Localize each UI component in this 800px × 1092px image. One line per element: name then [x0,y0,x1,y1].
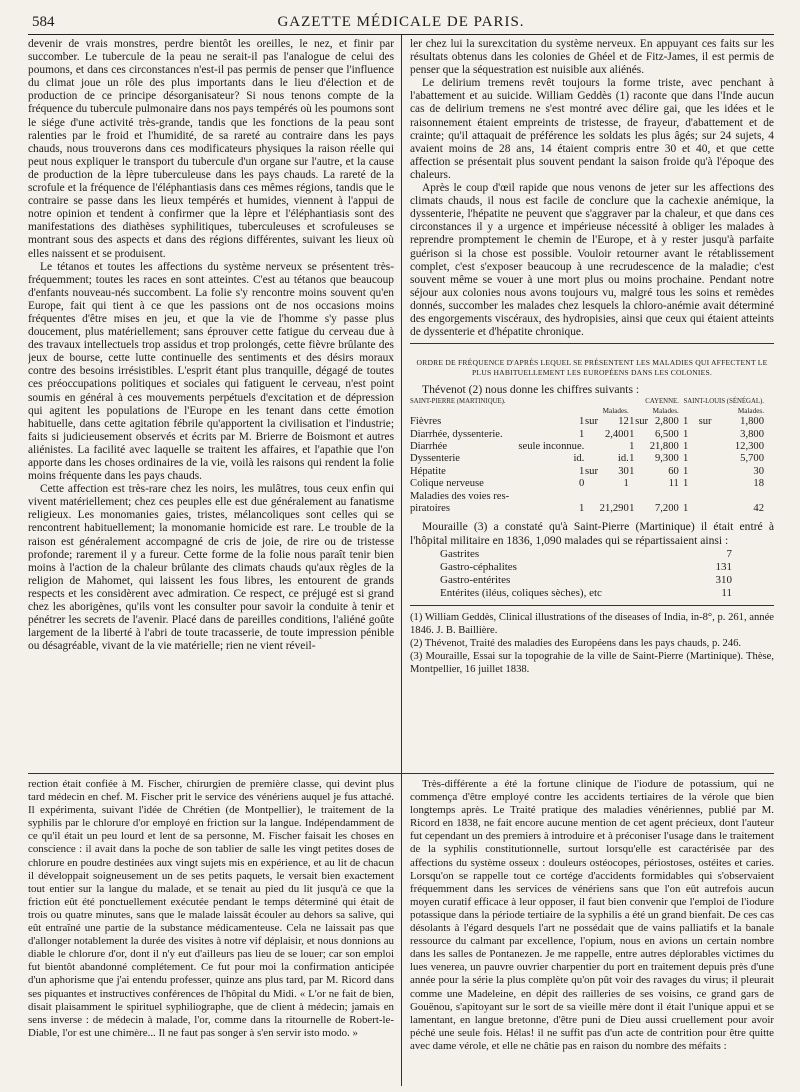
table-cell: 60 [668,465,679,477]
table-cell: 9,300 [654,453,679,465]
table-cell [688,491,711,503]
lower-section [28,774,774,1086]
table-cell: 1 [579,465,585,477]
table-cell: 12 [618,416,629,428]
table-cell: 1,800 [740,416,764,428]
paragraph: devenir de vrais monstres, perdre bientôt les oreilles, le nez, et finir par succomber. Le tubercule de la peau ne serait-il pas l'analogue de celui des poumons, et dans ces circonstances n'est-il pas permis de penser que l'influence du climat joue un rôle des plus importants dans le lieu d'élection et de production de ce principe désorganisateur? Si nous tenons compte de la fréquence du tubercule pulmonaire dans nos pays tempérés où les poumons sont le siége d'une activité très-grande, tandis que les fonctions de la peau sont ralenties par le froid et l'humidité, de sa rareté au contraire dans les pays chauds, nous trouverons dans ces modificateurs physiques la raison réelle qui peut nous expliquer le transport du tubercule d'un organe sur l'autre, et la cause de production de la lèpre tuberculeuse dans les pays chauds. La rareté de la scrofule et la fréquence de l'éléphantiasis dans ces mêmes régions, tandis que le contraire se passe dans les lieux tempérés et humides, viennent à l'appui de notre opinion et tendent à confirmer que la lèpre et l'éléphantiasis sont des manifestations des diathèses syphilitiques, tuberculeuses et scrofuleuses se montrant sous des aspects et dans des régions différentes, suivant les lieux où elles naissent et se produisent. [28,38,394,260]
table-cell: 7,200 [654,503,679,514]
list-item [440,574,732,587]
gastro-table [440,548,732,600]
table-cell: 1 [683,416,689,428]
column-divider [401,35,402,773]
gastro-label: Gastrites [440,548,480,561]
table-cell [688,453,711,465]
disease-name: Diarrhée, dyssenterie. [410,428,503,440]
table-cell [688,466,711,478]
table-cell: 1 [683,453,689,465]
paragraph: Le tétanos et toutes les affections du système nerveux se présentent très-fréquemment; toutes les races en sont atteintes. C'est au tétanos que beaucoup d'enfants nouveau-nés succombent. La folie s'y rencontre moins souvent qu'en Europe, fait qui tient à ce que les passions ont de nos occasions moins fréquentes d'être mises en jeu, et que la vie de l'homme s'y passe plus doucement, plus matériellement; sans éprouver cette fatigue du cerveau due à des travaux intellectuels trop assidus et trop prolongés, cette fièvre brûlante des jeux de bourse, cette lutte continuelle des sentiments et des désirs moraux contre des besoins irrésistibles. L'esprit étant plus tranquille, dégagé de toutes ces préoccupations politiques et sociales qui fatiguent le cerveau, n'est point soumis en général à ces mouvements perpétuels d'excitation et de dépression qui agitent les populations de l'Europe en les tenant dans cette émotion habituelle, dans cette agitation fébrile qu'apportent la civilisation et l'industrie; faits si judicieusement observés et écrits par M. Brierre de Boismont et autres aliénistes. La facilité avec laquelle se traitent les affaires, et l'apathie que l'on apporte dans les choses ordinaires de la vie, voilà les raisons qui rendent la folie moins fréquente dans les pays chauds. [28,260,394,483]
table-cell [598,491,629,503]
table-cell: 1 [579,416,585,428]
table-cell: 2,400 [604,428,629,440]
table-cell: 1 [629,503,635,514]
table-cell: 3,800 [740,428,764,440]
table-row [410,453,764,465]
table-cell: 1 [629,453,635,465]
table-row [410,478,764,490]
table-cell: 30 [753,465,764,477]
section-rule [410,343,774,344]
table-cell [584,478,598,490]
table-intro: Thévenot (2) nous donne les chiffres suivants : [422,383,640,397]
table-subheader: Malades. [737,407,764,416]
table-cell: 1 [683,503,689,514]
table-cell: 1 [629,416,635,428]
table-cell [712,491,764,503]
table-cell [679,491,689,503]
table-row [410,491,764,503]
disease-frequency-table [410,397,764,515]
table-cell: 18 [753,478,764,490]
table-cell: 1 [683,440,689,452]
disease-name: Fièvres [410,416,442,428]
table-cell [648,491,679,503]
gastro-label: Entérites (iléus, coliques sèches), etc [440,587,602,600]
table-cell: 6,500 [654,428,679,440]
table-cell [598,441,629,453]
table-cell: 21,800 [649,440,679,452]
table-row [410,429,764,441]
disease-name: Hépatite [410,465,446,477]
table-cell [584,453,598,465]
table-cell [584,441,598,453]
table-col-header: SAINT-LOUIS (SÉNÉGAL). [683,398,764,406]
column-divider [401,774,402,1086]
table-cell: 21,290 [599,503,629,514]
table-cell: id. [617,453,629,465]
table-cell [634,503,648,515]
disease-name: Diarrhée [410,440,448,452]
upper-left-column [28,38,394,773]
lower-right-column [410,778,774,1086]
table-cell: sur [635,416,649,428]
mouraille-paragraph: Mouraille (3) a constaté qu'à Saint-Pierre (Martinique) il était entré à l'hôpital militaire en 1836, 1,090 malades qui se répartissaient ainsi : [410,520,774,548]
upper-section [28,35,774,774]
gastro-label: Gastro-entérites [440,574,511,587]
table-cell [688,429,711,441]
journal-title: GAZETTE MÉDICALE DE PARIS. [277,14,525,30]
footnote: (2) Thévenot, Traité des maladies des Européens dans les pays chauds, p. 246. [410,638,742,650]
table-cell: 1 [629,428,635,440]
table-cell: 11 [668,478,679,490]
table-cell: 0 [579,478,585,490]
table-cell: 1 [579,428,585,440]
paragraph: Cette affection est très-rare chez les noirs, les mulâtres, tous ceux enfin qui vivent matériellement; chez ces peuples elle est due généralement au fanatisme religieux. Les monomanies gaies, tristes, mélancoliques sont celles qui se rencontrent habituellement; la monomanie homicide est rare. Le trouble de la raison est généralement accompagné de cris de joie, de rire ou de tristesse profonde; rarement il y a fureur. Cette forme de la folie nous paraît tenir bien moins à l'action de la chaleur brûlante des climats chauds qu'aux règles de la religion de Mahomet, qui laissent les fous libres, les entourent de grands respects et les considèrent avec admiration. Ce respect, ce préjugé est si grand chez les aborigènes, qu'ils vont les consulter pour savoir la conduite à tenir et pénétrer les secrets de l'avenir. Placé dans de pareilles conditions, l'aliéné goûte largement de la liberté à l'abri de toute tracasserie, de toute impression pénible ou désagréable, vivant de la vie matérielle; rien ne vient réveil- [28,483,394,653]
table-cell [584,429,598,441]
footnote: (3) Mouraille, Essai sur la topograhie de la ville de Saint-Pierre (Martinique). Thèse, Montpellier, 16 juillet 1838. [410,651,774,676]
paragraph: Très-différente a été la fortune clinique de l'iodure de potassium, qui ne commença d'être employé contre les accidents tertiaires de la vérole que bien longtemps après. Le Traité pratique des maladies vénériennes, publié par M. Ricord en 1838, ne fait encore aucune mention de cet agent précieux, dont l'auteur fut cependant un des premiers à introduire et à préconiser l'usage dans le traitement de la syphilis constitutionnelle, surtout lorsqu'elle est caractérisée par des affections du système osseux : douleurs ostéocopes, périostoses, ostéites et caries. Lorsqu'on se rappelle tout ce cortége d'accidents formidables qui s'observaient fréquemment dans les services de vénériens sans que l'on eût autrefois aucun moyen curatif efficace à leur opposer, il faut bien convenir que l'emploi de l'iodure potassique dans la période tertiaire de la syphilis a été un grand bienfait. De ces cas désolants à l'égard desquels l'art ne possédait que de vains palliatifs et la banale ressource du calmant par excellence, l'opium, nous en avions un certain nombre dans les salles de Pontanezen. Je me rappelle, entre autres déplorables victimes du lues venerea, un pauvre ouvrier charpentier du port en traitement depuis près d'une année pour la série la plus complète qu'on pût voir des ravages du virus; il pleurait comme une Madeleine, en dépit des railleries de ses voisins, ce grand gars de Gouënou, s'apitoyant sur le sort de sa vieille mère dont il était l'unique appui et se lamentant, en langue bretonne, d'être puni de Dieu aussi cruellement pour avoir péché une seule fois. Hélas! il ne suffit pas d'un acte de contrition pour être quitte avec dame vérole, et elle ne châtie pas en raison du nombre des méfaits : [410,778,774,1052]
footnote: (1) William Geddès, Clinical illustrations of the diseases of India, in-8°, p. 261, année 1846. J. B. Baillière. [410,612,774,637]
disease-name: Maladies des voies res- [410,490,510,502]
table-cell [688,503,711,515]
gastro-count: 7 [726,548,732,561]
table-cell [584,503,598,515]
paragraph: ler chez lui la surexcitation du système nerveux. En appuyant ces faits sur les résultats obtenus dans les colonies de Ghéel et de Fitz-James, il est permis de penser que la séquestration est nuisible aux aliénés. [410,38,774,77]
list-item [440,561,732,574]
table-cell [515,491,585,503]
table-cell: 1 [629,440,635,452]
table-cell [634,429,648,441]
table-cell [584,491,598,503]
table-cell [634,478,648,490]
list-item [440,587,732,600]
disease-name: piratoires [410,503,451,514]
table-cell: 2,800 [654,416,679,428]
table-row [410,503,764,515]
disease-name: Dyssenterie [410,453,461,465]
table-cell [688,441,711,453]
table-subheader: Malades. [602,407,629,416]
footnotes [410,605,774,676]
table-cell: 42 [753,503,764,514]
page-header [28,8,774,35]
list-item [440,548,732,561]
table-row [410,416,764,428]
paragraph: Après le coup d'œil rapide que nous venons de jeter sur les affections des climats chauds, il nous est facile de conclure que la cachexie anémique, la dyssenterie, l'hépatite ne peuvent que s'aggraver par la chaleur, et que dans ces circonstances il y a urgence et impérieuse nécessité à obliger les malades à reprendre promptement le chemin de l'Europe, et à y rester jusqu'à parfaite guérison si la chose est possible. Vouloir retourner avant le rétablissement complet, c'est s'exposer beaucoup à une recrudescence de la maladie; c'est souvent même se vouer à une mort plus ou moins prochaine. Pendant notre séjour aux colonies nous avons toujours vu, malgré tous les soins et remèdes donnés, succomber les malades chez lesquels la chloro-anémie avait déterminé des engorgements viscéraux, des hydropisies, ainsi que ceux qui étaient atteints de dyssenterie et d'hépatite chronique. [410,182,774,339]
table-cell: id. [573,453,585,465]
table-cell: 1 [683,478,689,490]
lower-left-column [28,778,394,1086]
table-cell: sur [698,416,712,428]
table-cell: sur [585,465,598,477]
table-title: ORDRE DE FRÉQUENCE D'APRÈS LEQUEL SE PRÉSENTENT LES MALADIES QUI AFFECTENT LE PLUS HABITUELLEMENT LES EUROPÉENS DANS LES COLONIES. [416,358,768,377]
table-cell: 1 [683,465,689,477]
table-cell: sur [585,416,598,428]
table-col-header: SAINT-PIERRE (MARTINIQUE). [410,398,506,406]
table-cell: 1 [579,503,585,514]
gastro-count: 11 [721,587,732,600]
table-col-header: CAYENNE. [645,398,679,406]
table-cell [634,453,648,465]
gastro-count: 310 [715,574,732,587]
table-row [410,466,764,478]
table-cell [688,478,711,490]
paragraph: Le delirium tremens revêt toujours la forme triste, avec penchant à l'abattement et au suicide. William Geddès (1) raconte que dans l'Inde aucun cas de delirium tremens ne s'est montré avec délire gai, que les idées et le raisonnement étaient empreints de tristesse, de frayeur, d'abattement et de crainte; qu'il attaquait de préférence les soldats les plus âgés; sur 24 sujets, 4 avaient moins de 28 ans, 14 étaient compris entre 30 et 40, et que cette affection se présentait plus souvent pendant la saison froide qu'à l'époque des chaleurs. [410,77,774,181]
table-cell: 1 [629,465,635,477]
table-cell: 12,300 [734,440,764,452]
disease-name: Colique nerveuse [410,478,484,490]
table-cell [634,491,648,503]
table-row [410,441,764,453]
table-cell: 1 [623,478,629,490]
table-cell: 5,700 [740,453,764,465]
table-cell [634,466,648,478]
table-cell: seule inconnue. [518,440,585,452]
table-cell: 30 [618,465,629,477]
table-subheader: Malades. [652,407,679,416]
gastro-count: 131 [715,561,732,574]
page-number: 584 [32,14,55,30]
gastro-label: Gastro-céphalites [440,561,517,574]
table-cell: 1 [683,428,689,440]
paragraph: rection était confiée à M. Fischer, chirurgien de première classe, qui devint plus tard médecin en chef. M. Fischer prit le service des vénériens auquel je fus attaché. Il expérimenta, suivant l'idée de Chrétien (de Montpellier), le traitement de la syphilis par le chlorure d'or employé en friction sur la langue. Indépendamment de ce qu'il était un peu lourd et lent de sa personne, M. Fischer faisait les choses en conscience : il avait dans la poche de son tablier de salle les vingt petites doses de chlorure en poudre destinées aux vingt sujets mis en expérience, et au lit de chacun il développait soigneusement un de ses petits paquets, le versait bien exactement tout entier sur la langue du malade, et se tenait au pied du lit jusqu'à ce que la friction eût été ponctuellement exécutée pendant le temps déterminé qui était de trois ou quatre minutes, sans que le malade laissât écouler au dehors sa salive, qui eût entraîné une partie de la substance médicamenteuse. Cela ne laissait pas que d'allonger notablement la durée des visites à notre vif déplaisir, et nous donnions au diable le chlorure d'or, dont il n'y eut d'ailleurs pas lieu de se louer; car son emploi fut bientôt abandonné complétement. Ce fut pour moi la confirmation anticipée d'un aphorisme que j'ai entendu professer, quinze ans plus tard, par M. Ricord dans ses piquantes et instructives conférences de l'hôpital du Midi. « L'or ne fait de bien, disait plaisamment le spirituel syphiliographe, que de client à médecin; jamais en sens inverse : de médecin à malade, l'or, comme dans la ritournelle de Robert-le-Diable, l'or est une chimère... Il ne faut pas songer à s'en servir isto modo. » [28,778,394,1039]
upper-right-column [410,38,774,773]
table-cell [634,441,648,453]
